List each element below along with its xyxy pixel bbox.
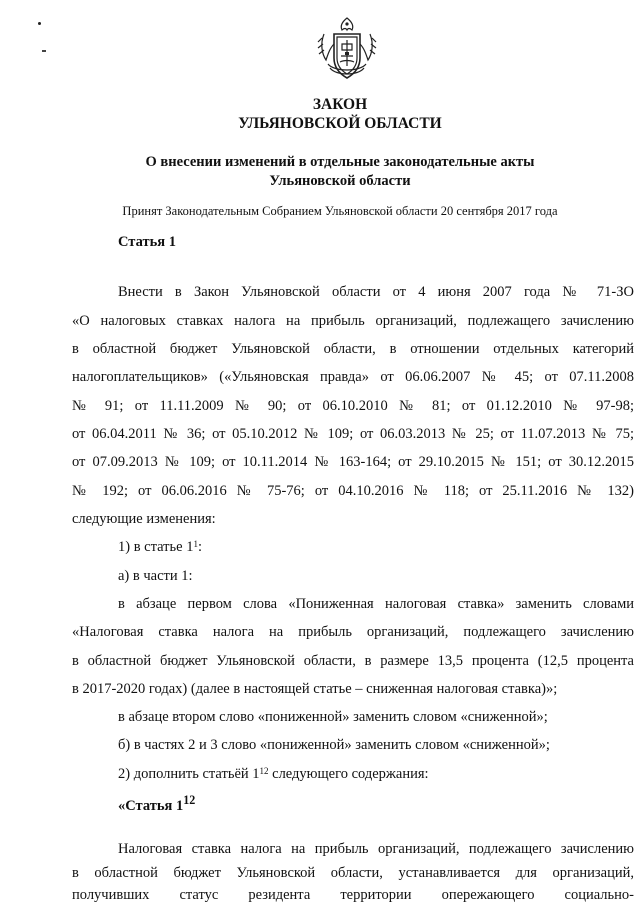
text-line: в абзаце втором слово «пониженной» заменить словом «сниженной»; — [118, 709, 548, 725]
coat-of-arms-emblem — [316, 14, 378, 84]
text-line: в областной бюджет Ульяновской области, устанавливается для организаций, — [72, 865, 634, 881]
law-title-line: ЗАКОН — [312, 96, 368, 113]
text-line: в абзаце первом слова «Пониженная налоговая ставка» заменить словами — [118, 596, 634, 612]
text-line: «О налоговых ставках налога на прибыль организаций, подлежащего зачислению — [72, 313, 634, 329]
text-line: в областной бюджет Ульяновской области, в размере 13,5 процента (12,5 процента — [72, 653, 634, 669]
text-line: получивших статус резидента территории опережающего социально- — [72, 887, 634, 903]
list-item-1 — [118, 538, 634, 556]
text-line: от 07.09.2013 № 109; от 10.11.2014 № 163-164; от 29.10.2015 № 151; от 30.12.2015 — [72, 454, 634, 470]
list-item-a: а) в части 1: — [118, 568, 193, 584]
text-line: № 192; от 06.06.2016 № 75-76; от 04.10.2016 № 118; от 25.11.2016 № 132) — [72, 483, 634, 499]
list-item-text: 2) дополнить статьёй 1 — [118, 766, 260, 782]
text-line: в областной бюджет Ульяновской области, в отношении отдельных категорий — [72, 341, 634, 357]
text-line: № 91; от 11.11.2009 № 90; от 06.10.2010 № 81; от 01.12.2010 № 97-98; — [72, 398, 634, 414]
scan-speck — [42, 50, 46, 52]
law-subtitle-line: Ульяновской области — [269, 173, 411, 189]
law-subtitle — [40, 153, 640, 191]
adoption-note: Принят Законодательным Собранием Ульяновской области 20 сентября 2017 года — [122, 204, 558, 218]
text-line: следующие изменения: — [72, 511, 216, 527]
superscript: 12 — [183, 793, 196, 807]
new-article-heading — [118, 793, 195, 815]
text-line: Внести в Закон Ульяновской области от 4 июня 2007 года № 71-ЗО — [118, 284, 634, 300]
text-line: «Налоговая ставка налога на прибыль организаций, подлежащего зачислению — [72, 624, 634, 640]
list-item-text: 1) в статье 1 — [118, 539, 194, 555]
text-line: в 2017-2020 годах) (далее в настоящей статье – сниженная налоговая ставка)»; — [72, 681, 558, 697]
superscript: 1 — [193, 539, 198, 549]
superscript: 12 — [259, 766, 269, 776]
list-item-b: б) в частях 2 и 3 слово «пониженной» заменить словом «сниженной»; — [118, 737, 550, 753]
list-item-2 — [118, 765, 634, 783]
law-title — [40, 95, 640, 133]
text-line: налогоплательщиков» («Ульяновская правда» от 06.06.2007 № 45; от 07.11.2008 — [72, 369, 634, 385]
list-item-text: : — [197, 539, 202, 555]
new-article-heading-text: «Статья 1 — [118, 797, 184, 814]
text-line: от 06.04.2011 № 36; от 05.10.2012 № 109; от 06.03.2013 № 25; от 11.07.2013 № 75; — [72, 426, 634, 442]
law-subtitle-line: О внесении изменений в отдельные законодательные акты — [145, 154, 535, 170]
list-item-text: следующего содержания: — [268, 766, 429, 782]
scan-speck — [38, 22, 41, 25]
article-1-heading: Статья 1 — [118, 234, 176, 250]
law-title-line: УЛЬЯНОВСКОЙ ОБЛАСТИ — [238, 115, 442, 132]
text-line: Налоговая ставка налога на прибыль организаций, подлежащего зачислению — [118, 841, 634, 857]
